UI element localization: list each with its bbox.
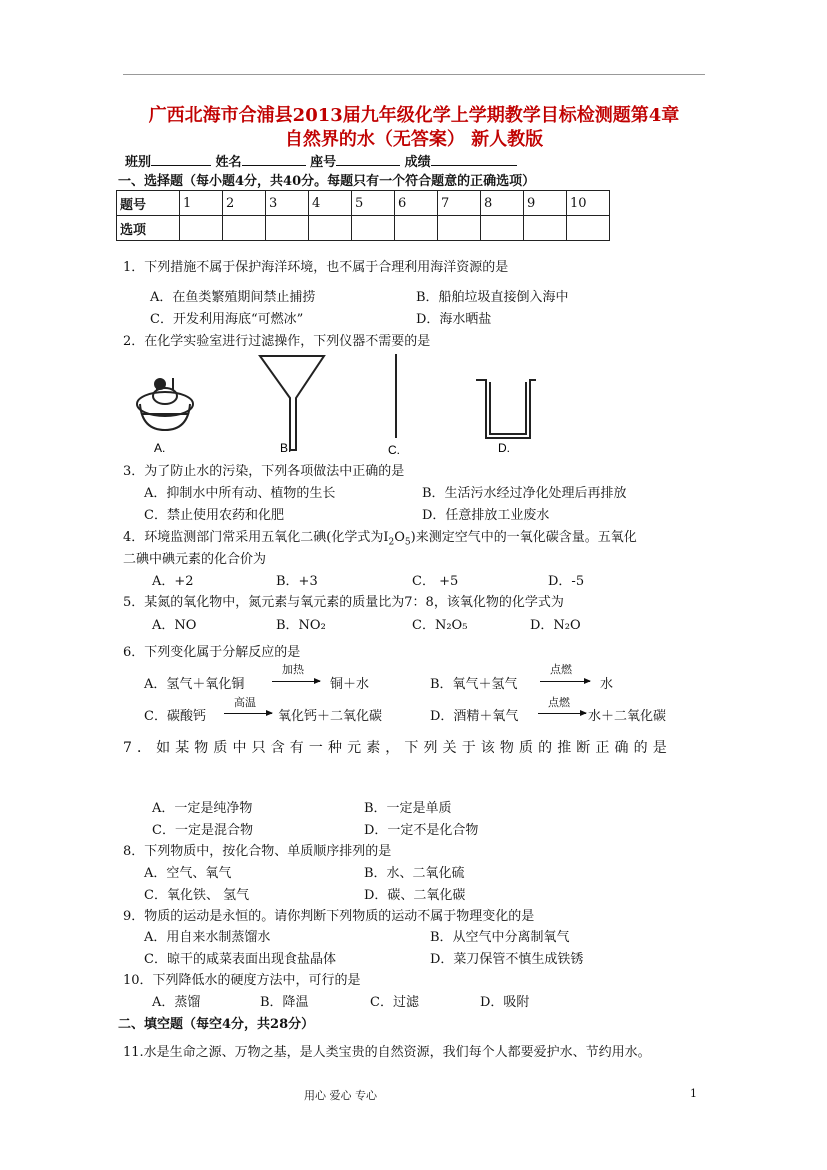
- section-1-heading: 一、选择题（每小题4分，共40分。每题只有一个符合题意的正确选项）: [118, 174, 536, 189]
- question-3-stem: 3．为了防止水的污染，下列各项做法中正确的是: [123, 464, 405, 479]
- lab-instruments-illustration: [132, 350, 552, 460]
- footer-motto: 用心 爱心 专心: [304, 1089, 377, 1102]
- q6-option-a-products: 铜＋水: [330, 677, 370, 692]
- q7-option-b: B．一定是单质: [364, 801, 452, 816]
- answer-cell[interactable]: [266, 216, 309, 241]
- q1-option-c: C．开发利用海底“可燃冰”: [150, 312, 304, 327]
- number-cell: 5: [352, 191, 395, 216]
- q6-option-d-products: 水＋二氧化碳: [588, 709, 667, 724]
- q1-option-b: B．船舶垃圾直接倒入海中: [416, 290, 569, 305]
- question-11-text: 11.水是生命之源、万物之基，是人类宝贵的自然资源，我们每个人都要爱护水、节约用水。: [123, 1045, 651, 1060]
- q9-option-a: A．用自来水制蒸馏水: [144, 930, 271, 945]
- instrument-label-c: C.: [388, 443, 400, 457]
- q4-option-c: C． +5: [412, 574, 459, 589]
- q5-option-c: C．N₂O₅: [412, 618, 468, 633]
- question-6-stem: 6．下列变化属于分解反应的是: [123, 645, 301, 660]
- number-cell: 4: [309, 191, 352, 216]
- beaker-icon: [476, 380, 536, 438]
- q6-option-b-condition: 点燃: [550, 663, 572, 676]
- q6-option-a-reactants: A．氢气＋氧化铜: [144, 677, 245, 692]
- number-cell: 2: [223, 191, 266, 216]
- instrument-label-b: B.: [280, 441, 292, 455]
- answer-table-number-row: [117, 191, 610, 216]
- q4-stem-part-1: 4．环境监测部门常采用五氧化二碘(化学式为: [123, 530, 384, 545]
- section-2-heading: 二、填空题（每空4分，共28分）: [118, 1017, 315, 1032]
- seat-label: 座号: [310, 155, 337, 170]
- class-blank[interactable]: [151, 153, 211, 166]
- q6-option-c-products: 氧化钙＋二氧化碳: [278, 709, 383, 724]
- q4-formula-sub-1: 2: [388, 537, 395, 548]
- option-row-label: 选项: [117, 216, 180, 241]
- q4-option-a: A．+2: [152, 574, 194, 589]
- number-row-label: 题号: [117, 191, 180, 216]
- q6-option-d-reactants: D．酒精＋氧气: [430, 709, 519, 724]
- number-cell: 7: [438, 191, 481, 216]
- q9-option-b: B．从空气中分离制氧气: [430, 930, 570, 945]
- class-label: 班别: [125, 155, 152, 170]
- q6-option-d-condition: 点燃: [548, 696, 570, 709]
- q7-option-a: A．一定是纯净物: [152, 801, 253, 816]
- answer-cell[interactable]: [352, 216, 395, 241]
- q4-formula-o: O: [394, 530, 405, 545]
- q3-option-b: B．生活污水经过净化处理后再排放: [422, 486, 627, 501]
- question-9-stem: 9．物质的运动是永恒的。请你判断下列物质的运动不属于物理变化的是: [123, 909, 535, 924]
- name-blank[interactable]: [242, 153, 306, 166]
- reaction-arrow-icon: [538, 713, 586, 714]
- q10-option-d: D．吸附: [480, 995, 530, 1010]
- answer-table: [116, 190, 610, 241]
- answer-cell[interactable]: [438, 216, 481, 241]
- q4-formula-i: I: [383, 530, 389, 545]
- question-1-stem: 1．下列措施不属于保护海洋环境，也不属于合理利用海洋资源的是: [123, 260, 509, 275]
- page-number: 1: [690, 1087, 697, 1100]
- answer-table-option-row: [117, 216, 610, 241]
- title-line-1: 广西北海市合浦县2013届九年级化学上学期教学目标检测题第4章: [148, 105, 680, 126]
- question-4-stem-line-2: 二碘中碘元素的化合价为: [123, 552, 267, 567]
- q10-option-c: C．过滤: [370, 995, 419, 1010]
- question-7-stem: 7．如某物质中只含有一种元素，下列关于该物质的推断正确的是: [123, 740, 672, 756]
- q5-option-d: D．N₂O: [530, 618, 581, 633]
- q8-option-b: B．水、二氧化硫: [364, 866, 465, 881]
- answer-cell[interactable]: [567, 216, 610, 241]
- funnel-icon: [260, 356, 324, 450]
- q4-option-d: D．-5: [548, 574, 585, 589]
- q6-option-b-products: 水: [600, 677, 614, 692]
- q5-option-b: B．NO₂: [276, 618, 326, 633]
- number-cell: 8: [481, 191, 524, 216]
- question-8-stem: 8．下列物质中，按化合物、单质顺序排列的是: [123, 844, 392, 859]
- answer-cell[interactable]: [395, 216, 438, 241]
- q9-option-d: D．菜刀保管不慎生成铁锈: [430, 952, 584, 967]
- q8-option-c: C．氧化铁、 氢气: [144, 888, 250, 903]
- question-2-stem: 2．在化学实验室进行过滤操作，下列仪器不需要的是: [123, 334, 431, 349]
- score-label: 成绩: [404, 155, 431, 170]
- q3-option-c: C．禁止使用农药和化肥: [144, 508, 284, 523]
- q10-option-b: B．降温: [260, 995, 309, 1010]
- question-4-stem-line-1: [123, 526, 637, 548]
- q8-option-a: A．空气、氧气: [144, 866, 232, 881]
- instrument-label-d: D.: [498, 441, 510, 455]
- q9-option-c: C．晾干的咸菜表面出现食盐晶体: [144, 952, 336, 967]
- reaction-arrow-icon: [540, 681, 590, 682]
- number-cell: 9: [524, 191, 567, 216]
- q10-option-a: A．蒸馏: [152, 995, 201, 1010]
- q7-option-d: D．一定不是化合物: [364, 823, 479, 838]
- number-cell: 1: [180, 191, 223, 216]
- q4-formula-sub-2: 5: [404, 537, 411, 548]
- q6-option-c-reactants: C．碳酸钙: [144, 709, 206, 724]
- answer-cell[interactable]: [180, 216, 223, 241]
- instrument-label-a: A.: [154, 441, 166, 455]
- answer-cell[interactable]: [524, 216, 567, 241]
- header-rule: [123, 74, 705, 75]
- q3-option-d: D．任意排放工业废水: [422, 508, 550, 523]
- q4-option-b: B．+3: [276, 574, 318, 589]
- reaction-arrow-icon: [272, 681, 320, 682]
- q1-option-a: A．在鱼类繁殖期间禁止捕捞: [150, 290, 316, 305]
- q6-option-a-condition: 加热: [282, 663, 304, 676]
- title-line-2: 自然界的水（无答案） 新人教版: [284, 129, 544, 150]
- name-label: 姓名: [215, 155, 242, 170]
- seat-blank[interactable]: [336, 153, 400, 166]
- reaction-arrow-icon: [224, 713, 272, 714]
- answer-cell[interactable]: [481, 216, 524, 241]
- alcohol-lamp-icon: [137, 378, 193, 430]
- q6-option-c-condition: 高温: [234, 696, 256, 709]
- answer-cell[interactable]: [309, 216, 352, 241]
- q8-option-d: D．碳、二氧化碳: [364, 888, 466, 903]
- question-10-stem: 10．下列降低水的硬度方法中，可行的是: [123, 973, 361, 988]
- answer-cell[interactable]: [223, 216, 266, 241]
- number-cell: 10: [567, 191, 610, 216]
- question-5-stem: 5．某氮的氧化物中，氮元素与氧元素的质量比为7：8，该氧化物的化学式为: [123, 595, 564, 610]
- number-cell: 6: [395, 191, 438, 216]
- q1-option-d: D．海水晒盐: [416, 312, 492, 327]
- q7-option-c: C．一定是混合物: [152, 823, 253, 838]
- q6-option-b-reactants: B．氧气＋氢气: [430, 677, 518, 692]
- score-blank[interactable]: [431, 153, 517, 166]
- q5-option-a: A．NO: [152, 618, 197, 633]
- student-info-line: [125, 151, 517, 170]
- q3-option-a: A．抑制水中所有动、植物的生长: [144, 486, 336, 501]
- number-cell: 3: [266, 191, 309, 216]
- q4-stem-part-2: )来测定空气中的一氧化碳含量。五氧化: [410, 530, 637, 545]
